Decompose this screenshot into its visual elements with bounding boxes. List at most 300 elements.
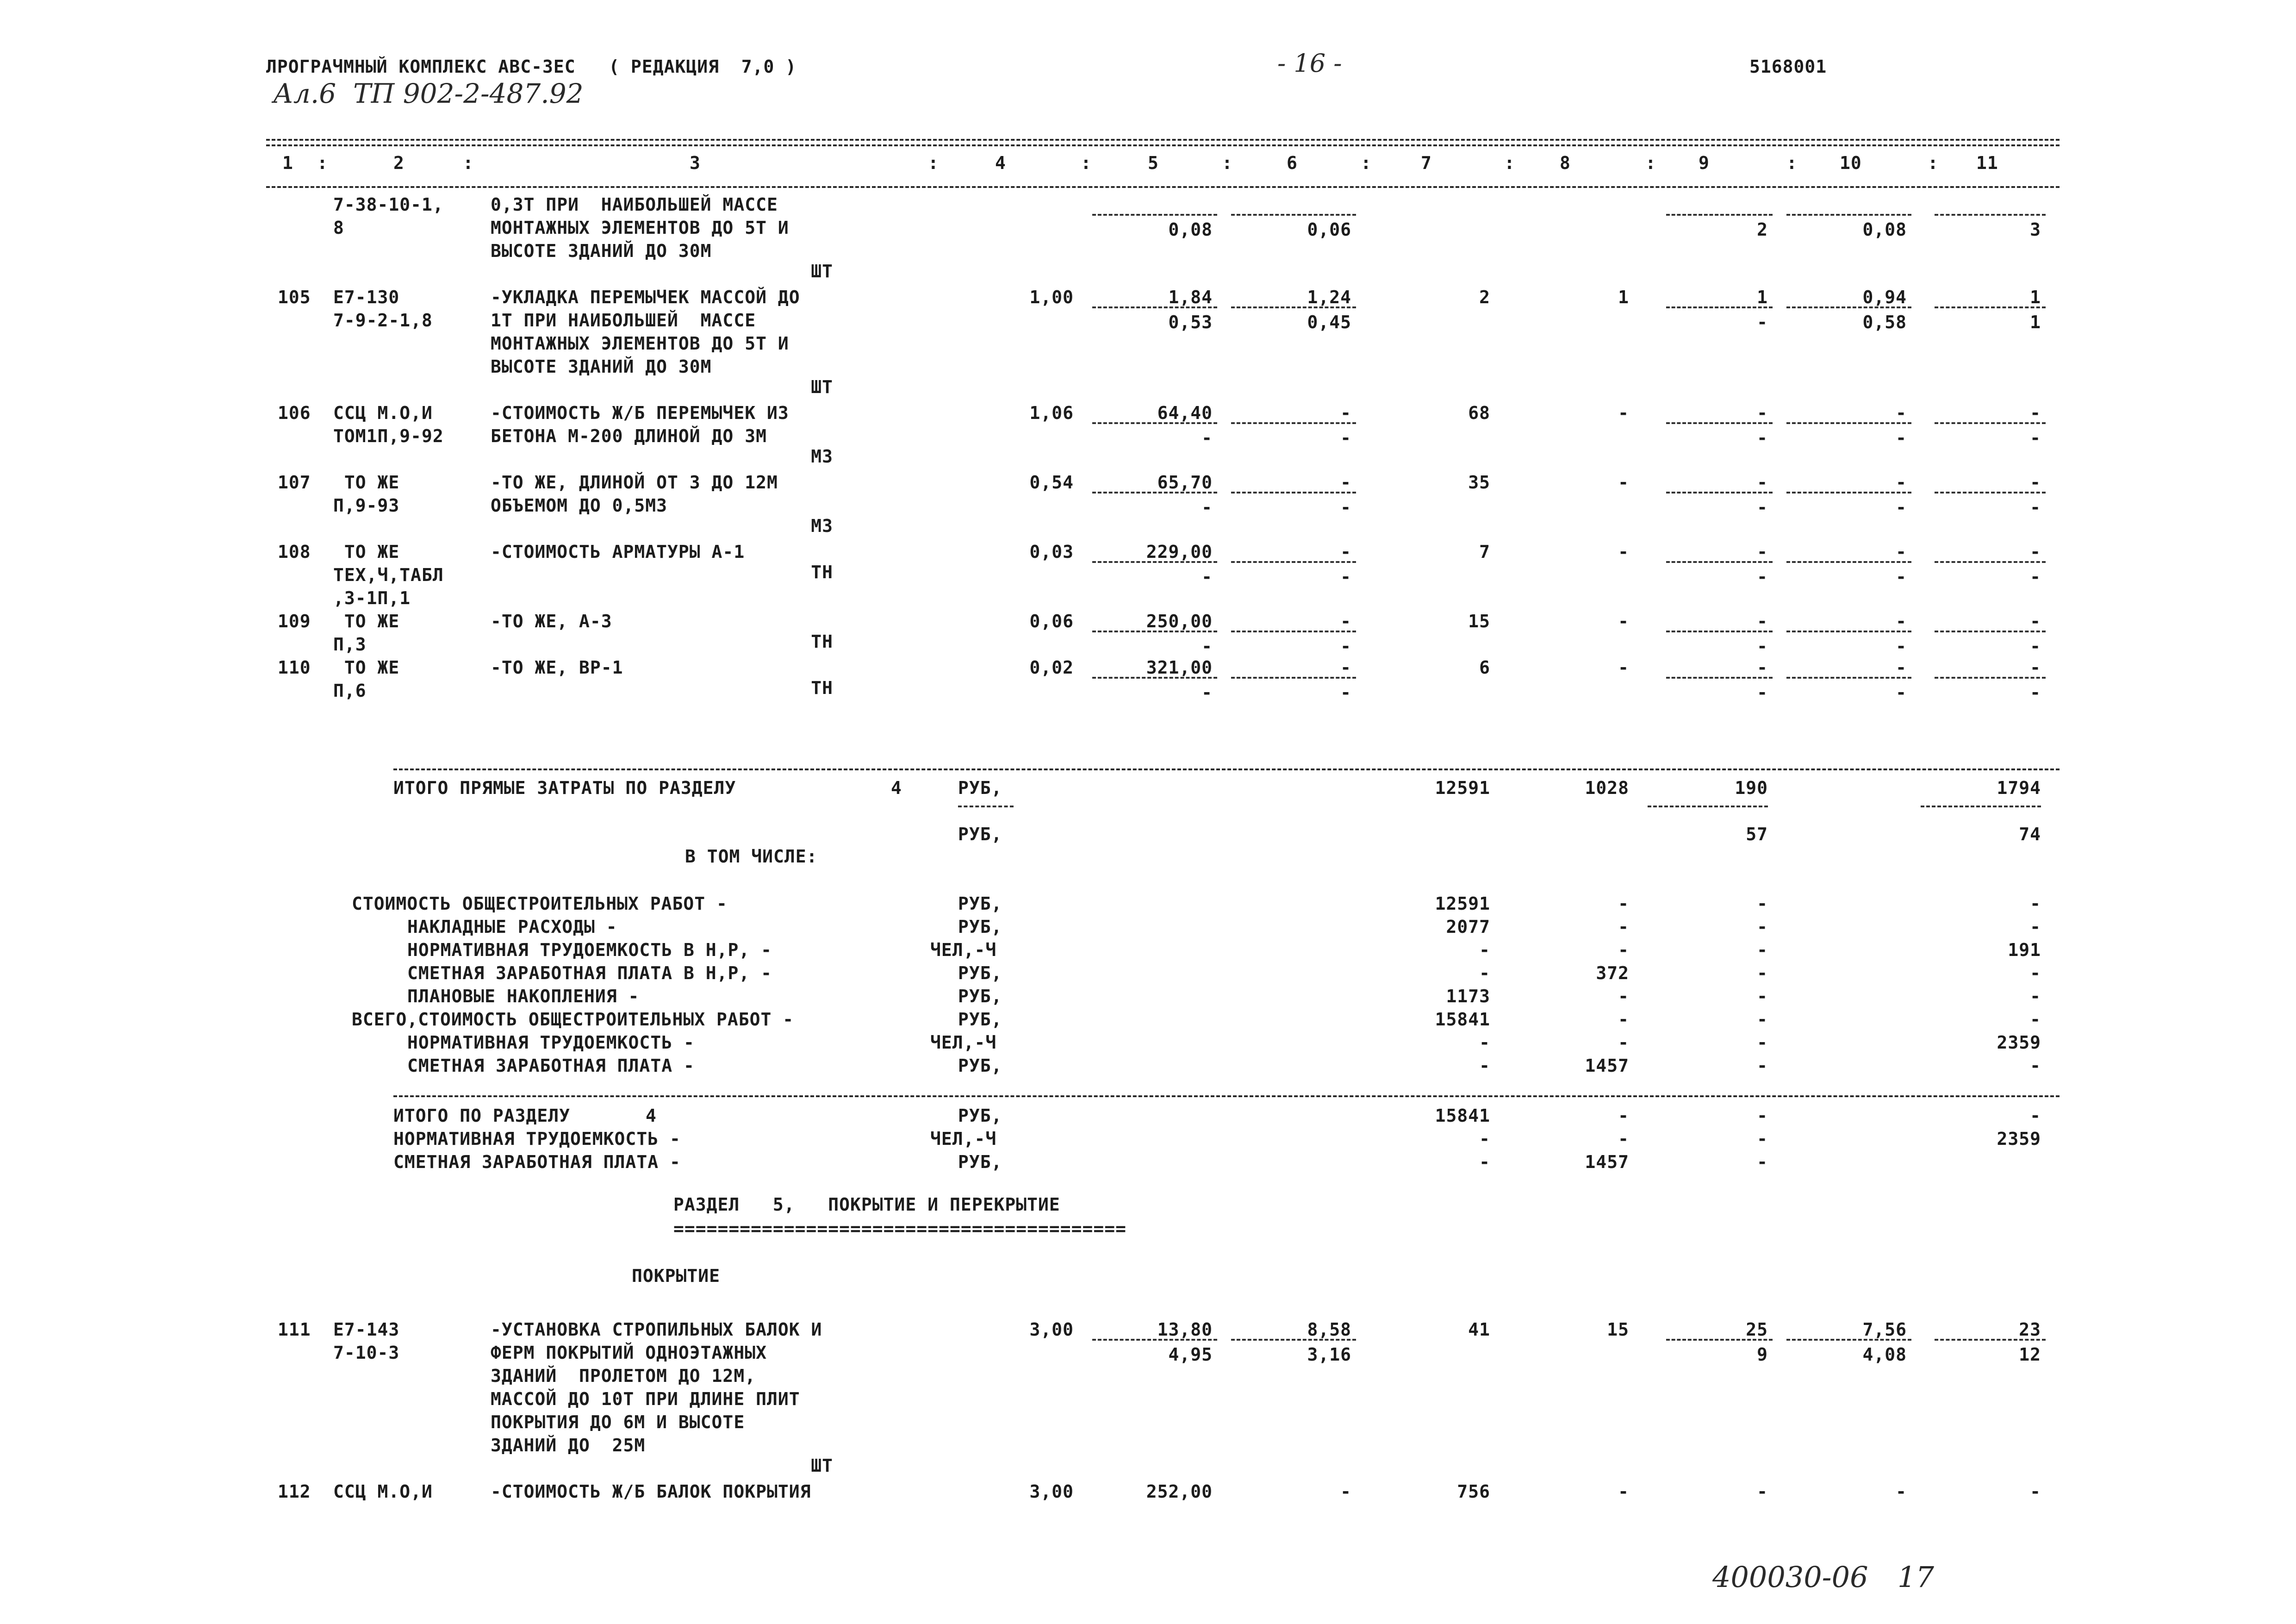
breakdown-c8: - — [1618, 986, 1629, 1006]
section-total-c9: - — [1757, 1129, 1768, 1149]
breakdown-label: НОРМАТИВНАЯ ТРУДОЕМКОСТЬ - — [407, 1032, 695, 1053]
row-value-c10a: - — [1896, 611, 1907, 631]
totals-direct-unit: РУБ, — [958, 778, 1002, 798]
table-top-rule — [266, 139, 2060, 141]
row-value-c5a: 1,84 — [1168, 287, 1213, 307]
row-value-c10a: - — [1896, 542, 1907, 562]
footer-handwritten-code: 400030-06 — [1712, 1560, 1868, 1594]
breakdown-c7: - — [1479, 963, 1490, 983]
breakdown-label: СМЕТНАЯ ЗАРАБОТНАЯ ПЛАТА В Н,Р, - — [407, 963, 772, 983]
breakdown-c11: - — [2030, 893, 2041, 914]
row-description: ВЫСОТЕ ЗДАНИЙ ДО 30М — [491, 356, 712, 377]
row-value-c8: - — [1618, 657, 1629, 678]
breakdown-c11: - — [2030, 917, 2041, 937]
breakdown-c11: - — [2030, 963, 2041, 983]
row-value-c6b: 0,06 — [1307, 219, 1351, 240]
row-value-c7: 2 — [1479, 287, 1490, 307]
breakdown-label: СТОИМОСТЬ ОБЩЕСТРОИТЕЛЬНЫХ РАБОТ - — [352, 893, 728, 914]
breakdown-c11: 2359 — [1997, 1032, 2041, 1053]
row-value-underline — [1935, 1339, 2046, 1341]
row-description: МОНТАЖНЫХ ЭЛЕМЕНТОВ ДО 5Т И — [491, 333, 789, 354]
row-value-underline — [1231, 1339, 1356, 1341]
column-header-4: 4 — [995, 153, 1006, 173]
row-value-c10a: - — [1896, 657, 1907, 678]
breakdown-c7: 15841 — [1435, 1009, 1490, 1030]
totals-direct-c9a: 190 — [1735, 778, 1768, 798]
row-value-c4: 3,00 — [1029, 1319, 1074, 1340]
column-separator: : — [1928, 153, 1939, 173]
row-value-c5b: 0,08 — [1168, 219, 1213, 240]
row-unit: ШТ — [811, 377, 833, 397]
row-value-c4: 3,00 — [1029, 1481, 1074, 1502]
row-value-c9a: - — [1757, 611, 1768, 631]
breakdown-c8: - — [1618, 940, 1629, 960]
row-value-c10b: - — [1896, 428, 1907, 448]
row-value-c6b: 3,16 — [1307, 1344, 1351, 1365]
breakdown-c9: - — [1757, 893, 1768, 914]
breakdown-c9: - — [1757, 940, 1768, 960]
row-value-c7: 68 — [1468, 403, 1490, 423]
row-value-c5b: 4,95 — [1168, 1344, 1213, 1365]
row-value-c10b: 4,08 — [1862, 1344, 1907, 1365]
c11-underline — [1921, 806, 2041, 807]
row-value-c9b: - — [1757, 567, 1768, 587]
row-value-underline — [1231, 677, 1356, 679]
row-value-c11b: 3 — [2030, 219, 2041, 240]
breakdown-label: СМЕТНАЯ ЗАРАБОТНАЯ ПЛАТА - — [407, 1056, 695, 1076]
breakdown-unit: РУБ, — [958, 986, 1002, 1006]
row-value-underline — [1666, 631, 1773, 632]
section-total-c9: - — [1757, 1152, 1768, 1172]
breakdown-c7: 12591 — [1435, 893, 1490, 914]
totals-direct-c11a: 1794 — [1997, 778, 2041, 798]
row-value-c9a: 1 — [1757, 287, 1768, 307]
row-unit: ШТ — [811, 261, 833, 281]
column-separator: : — [317, 153, 328, 173]
row-value-underline — [1666, 422, 1773, 424]
row-value-c8: - — [1618, 1481, 1629, 1502]
row-code: П,9-93 — [333, 495, 400, 516]
row-code: Е7-143 — [333, 1319, 400, 1340]
row-value-c11a: - — [2030, 403, 2041, 423]
row-value-c11a: 23 — [2019, 1319, 2041, 1340]
breakdown-c11: - — [2030, 1009, 2041, 1030]
row-value-underline — [1935, 492, 2046, 493]
row-value-c8: 1 — [1618, 287, 1629, 307]
row-value-underline — [1092, 631, 1217, 632]
row-value-c10a: - — [1896, 472, 1907, 493]
row-value-c5a: 229,00 — [1146, 542, 1213, 562]
row-value-c4: 0,02 — [1029, 657, 1074, 678]
row-value-c6a: - — [1340, 611, 1351, 631]
row-code: 7-9-2-1,8 — [333, 310, 433, 331]
row-value-c9a: - — [1757, 1481, 1768, 1502]
row-value-c10a: - — [1896, 403, 1907, 423]
row-value-underline — [1786, 306, 1911, 308]
row-value-underline — [1786, 631, 1911, 632]
breakdown-c9: - — [1757, 1009, 1768, 1030]
row-value-c5b: - — [1201, 428, 1213, 448]
row-description: ЗДАНИЙ ПРОЛЕТОМ ДО 12М, — [491, 1366, 756, 1386]
breakdown-c11: - — [2030, 1056, 2041, 1076]
breakdown-unit: РУБ, — [958, 963, 1002, 983]
row-value-c9b: - — [1757, 636, 1768, 656]
row-value-underline — [1092, 306, 1217, 308]
row-value-c4: 0,06 — [1029, 611, 1074, 631]
footer-handwritten-page: 17 — [1898, 1560, 1934, 1594]
row-value-c9a: - — [1757, 403, 1768, 423]
page-mark: - 16 - — [1277, 49, 1342, 78]
section-total-c11: 2359 — [1997, 1129, 2041, 1149]
breakdown-label: ВСЕГО,СТОИМОСТЬ ОБЩЕСТРОИТЕЛЬНЫХ РАБОТ - — [352, 1009, 794, 1030]
breakdown-c9: - — [1757, 963, 1768, 983]
breakdown-c7: - — [1479, 1032, 1490, 1053]
row-value-c7: 41 — [1468, 1319, 1490, 1340]
row-description: -ТО ЖЕ, А-3 — [491, 611, 612, 631]
row-description: ФЕРМ ПОКРЫТИЙ ОДНОЭТАЖНЫХ — [491, 1343, 767, 1363]
row-code: ТО ЖЕ — [333, 657, 400, 678]
row-value-c10a: 0,94 — [1862, 287, 1907, 307]
document-code: 5168001 — [1749, 56, 1827, 77]
row-value-underline — [1786, 561, 1911, 563]
row-value-underline — [1231, 492, 1356, 493]
row-unit: ТН — [811, 631, 833, 652]
breakdown-c8: - — [1618, 917, 1629, 937]
breakdown-unit: РУБ, — [958, 1009, 1002, 1030]
row-value-c11a: - — [2030, 542, 2041, 562]
row-description: ЗДАНИЙ ДО 25М — [491, 1435, 646, 1455]
row-description: ПОКРЫТИЯ ДО 6М И ВЫСОТЕ — [491, 1412, 745, 1432]
row-value-underline — [1666, 561, 1773, 563]
row-value-c9b: - — [1757, 497, 1768, 518]
row-value-c6b: - — [1340, 636, 1351, 656]
row-description: ОБЪЕМОМ ДО 0,5М3 — [491, 495, 668, 516]
row-code: 7-10-3 — [333, 1343, 400, 1363]
program-title: ЛРОГРАЧМНЫЙ КОМПЛЕКС АВС-ЗЕС ( РЕДАКЦИЯ 7,0 ) — [266, 56, 797, 77]
section5-subtitle: ПОКРЫТИЕ — [632, 1266, 721, 1286]
row-value-c5b: - — [1201, 636, 1213, 656]
column-header-11: 11 — [1976, 153, 1998, 173]
row-value-c4: 0,54 — [1029, 472, 1074, 493]
row-description: МАССОЙ ДО 10Т ПРИ ДЛИНЕ ПЛИТ — [491, 1389, 800, 1409]
breakdown-unit: ЧЕЛ,-Ч — [930, 1032, 997, 1053]
row-value-c6b: - — [1340, 428, 1351, 448]
row-value-c5a: 252,00 — [1146, 1481, 1213, 1502]
row-value-underline — [1935, 677, 2046, 679]
breakdown-c9: - — [1757, 986, 1768, 1006]
breakdown-c7: - — [1479, 940, 1490, 960]
row-value-c4: 0,03 — [1029, 542, 1074, 562]
totals-direct-label: ИТОГО ПРЯМЫЕ ЗАТРАТЫ ПО РАЗДЕЛУ — [393, 778, 736, 798]
section-total-section: 4 — [646, 1106, 657, 1126]
row-description: БЕТОНА М-200 ДЛИНОЙ ДО 3М — [491, 426, 767, 446]
row-value-underline — [1092, 492, 1217, 493]
row-value-c8: 15 — [1607, 1319, 1629, 1340]
row-unit: ТН — [811, 678, 833, 698]
row-value-c5a: 321,00 — [1146, 657, 1213, 678]
row-code: ССЦ М.О,И — [333, 403, 433, 423]
row-description: -ТО ЖЕ, ВР-1 — [491, 657, 623, 678]
row-value-c7: 15 — [1468, 611, 1490, 631]
row-value-c4: 1,00 — [1029, 287, 1074, 307]
row-value-c8: - — [1618, 611, 1629, 631]
column-separator: : — [1222, 153, 1233, 173]
row-value-c9b: - — [1757, 428, 1768, 448]
row-value-c10b: - — [1896, 636, 1907, 656]
column-separator: : — [1081, 153, 1092, 173]
row-value-underline — [1935, 214, 2046, 216]
row-value-underline — [1935, 631, 2046, 632]
row-value-underline — [1092, 214, 1217, 216]
section-total-c8: - — [1618, 1106, 1629, 1126]
row-value-c11b: 1 — [2030, 312, 2041, 332]
row-value-c5b: - — [1201, 567, 1213, 587]
row-description: -СТОИМОСТЬ АРМАТУРЫ А-1 — [491, 542, 745, 562]
row-value-c8: - — [1618, 472, 1629, 493]
section-total-c11: - — [2030, 1106, 2041, 1126]
section-total-unit: ЧЕЛ,-Ч — [930, 1129, 997, 1149]
totals-direct-unit-2: РУБ, — [958, 824, 1002, 844]
table-header-rule — [266, 186, 2060, 188]
row-value-underline — [1786, 422, 1911, 424]
row-code: П,6 — [333, 681, 367, 701]
breakdown-c7: 2077 — [1446, 917, 1490, 937]
breakdown-unit: РУБ, — [958, 917, 1002, 937]
breakdown-c8: 372 — [1596, 963, 1629, 983]
row-description: ВЫСОТЕ ЗДАНИЙ ДО 30М — [491, 241, 712, 261]
column-header-8: 8 — [1560, 153, 1571, 173]
breakdown-label: НОРМАТИВНАЯ ТРУДОЕМКОСТЬ В Н,Р, - — [407, 940, 772, 960]
row-value-underline — [1786, 214, 1911, 216]
row-value-c6a: - — [1340, 1481, 1351, 1502]
row-value-c5b: - — [1201, 497, 1213, 518]
breakdown-label: НАКЛАДНЫЕ РАСХОДЫ - — [407, 917, 617, 937]
row-value-c9b: 9 — [1757, 1344, 1768, 1365]
row-code: ,3-1П,1 — [333, 588, 411, 608]
column-separator: : — [1786, 153, 1798, 173]
row-value-underline — [1666, 214, 1773, 216]
row-description: -ТО ЖЕ, ДЛИНОЙ ОТ 3 ДО 12М — [491, 472, 778, 493]
row-value-c7: 6 — [1479, 657, 1490, 678]
section-total-c7: - — [1479, 1152, 1490, 1172]
row-value-underline — [1935, 561, 2046, 563]
row-value-c11b: - — [2030, 428, 2041, 448]
row-value-underline — [1092, 561, 1217, 563]
row-number: 108 — [278, 542, 311, 562]
row-code: ССЦ М.О,И — [333, 1481, 433, 1502]
breakdown-c8: - — [1618, 1009, 1629, 1030]
row-value-c9a: - — [1757, 472, 1768, 493]
breakdown-c8: - — [1618, 1032, 1629, 1053]
totals-direct-c8: 1028 — [1585, 778, 1629, 798]
row-value-c5a: 13,80 — [1157, 1319, 1213, 1340]
section5-title: РАЗДЕЛ 5, ПОКРЫТИЕ И ПЕРЕКРЫТИЕ — [673, 1194, 1060, 1215]
row-code: П,3 — [333, 634, 367, 655]
row-value-underline — [1666, 492, 1773, 493]
section5-underline: ========================================= — [673, 1218, 1126, 1239]
row-description: -УКЛАДКА ПЕРЕМЫЧЕК МАССОЙ ДО — [491, 287, 800, 307]
row-value-c7: 756 — [1457, 1481, 1490, 1502]
row-unit: ТН — [811, 562, 833, 582]
section-total-c9: - — [1757, 1106, 1768, 1126]
breakdown-c8: 1457 — [1585, 1056, 1629, 1076]
row-value-underline — [1092, 422, 1217, 424]
row-value-c10b: 0,58 — [1862, 312, 1907, 332]
row-description: -СТОИМОСТЬ Ж/Б ПЕРЕМЫЧЕК ИЗ — [491, 403, 789, 423]
row-value-c11a: - — [2030, 657, 2041, 678]
row-code: ТЕХ,Ч,ТАБЛ — [333, 565, 444, 585]
row-value-c10a: 7,56 — [1862, 1319, 1907, 1340]
table-top-rule-2 — [266, 144, 2060, 146]
row-value-underline — [1231, 306, 1356, 308]
row-code: ТО ЖЕ — [333, 611, 400, 631]
row-value-c9a: - — [1757, 657, 1768, 678]
row-value-c9a: 25 — [1746, 1319, 1768, 1340]
column-header-3: 3 — [690, 153, 701, 173]
row-code: 8 — [333, 218, 344, 238]
breakdown-unit: ЧЕЛ,-Ч — [930, 940, 997, 960]
row-value-c6b: - — [1340, 497, 1351, 518]
row-value-c9b: - — [1757, 682, 1768, 703]
row-value-c11a: - — [2030, 472, 2041, 493]
row-value-c9b: 2 — [1757, 219, 1768, 240]
row-value-c5a: 250,00 — [1146, 611, 1213, 631]
column-separator: : — [463, 153, 474, 173]
section-total-unit: РУБ, — [958, 1152, 1002, 1172]
row-value-underline — [1666, 306, 1773, 308]
row-value-c11b: - — [2030, 682, 2041, 703]
section-total-c7: 15841 — [1435, 1106, 1490, 1126]
row-value-c6a: - — [1340, 472, 1351, 493]
row-description: -УСТАНОВКА СТРОПИЛЬНЫХ БАЛОК И — [491, 1319, 822, 1340]
row-value-c8: - — [1618, 542, 1629, 562]
row-value-underline — [1231, 561, 1356, 563]
section-total-c8: - — [1618, 1129, 1629, 1149]
row-code: 7-38-10-1, — [333, 194, 444, 215]
breakdown-unit: РУБ, — [958, 1056, 1002, 1076]
handwritten-reference: Ал.6 ТП 902-2-487.92 — [273, 78, 584, 109]
row-number: 111 — [278, 1319, 311, 1340]
row-number: 105 — [278, 287, 311, 307]
breakdown-c11: - — [2030, 986, 2041, 1006]
breakdown-c8: - — [1618, 893, 1629, 914]
row-value-c6a: 8,58 — [1307, 1319, 1351, 1340]
row-value-c10b: - — [1896, 497, 1907, 518]
column-header-1: 1 — [282, 153, 293, 173]
row-code: Е7-130 — [333, 287, 400, 307]
row-value-c7: 7 — [1479, 542, 1490, 562]
section-total-c8: 1457 — [1585, 1152, 1629, 1172]
row-value-c5b: 0,53 — [1168, 312, 1213, 332]
row-value-underline — [1935, 422, 2046, 424]
row-value-c10a: - — [1896, 1481, 1907, 1502]
breakdown-c11: 191 — [2008, 940, 2041, 960]
breakdown-c7: - — [1479, 1056, 1490, 1076]
row-value-c5a: 65,70 — [1157, 472, 1213, 493]
row-value-c11b: - — [2030, 497, 2041, 518]
column-header-6: 6 — [1287, 153, 1298, 173]
column-separator: : — [928, 153, 939, 173]
row-number: 112 — [278, 1481, 311, 1502]
row-value-underline — [1231, 631, 1356, 632]
row-value-c6a: 1,24 — [1307, 287, 1351, 307]
row-value-underline — [1092, 677, 1217, 679]
column-header-7: 7 — [1421, 153, 1432, 173]
row-value-c6a: - — [1340, 542, 1351, 562]
row-number: 109 — [278, 611, 311, 631]
row-value-c10b: - — [1896, 567, 1907, 587]
row-code: ТОМ1П,9-92 — [333, 426, 444, 446]
totals-direct-c11b: 74 — [2019, 824, 2041, 844]
row-value-c6b: - — [1340, 567, 1351, 587]
including-label: В ТОМ ЧИСЛЕ: — [685, 846, 818, 867]
row-value-c10b: - — [1896, 682, 1907, 703]
row-unit: М3 — [811, 516, 833, 536]
row-code: ТО ЖЕ — [333, 542, 400, 562]
breakdown-c9: - — [1757, 917, 1768, 937]
row-description: 0,3Т ПРИ НАИБОЛЬШЕЙ МАССЕ — [491, 194, 778, 215]
row-value-c6a: - — [1340, 657, 1351, 678]
row-value-underline — [1935, 306, 2046, 308]
column-header-2: 2 — [393, 153, 404, 173]
row-value-underline — [1666, 1339, 1773, 1341]
unit-underline — [958, 806, 1014, 807]
row-value-c11a: - — [2030, 1481, 2041, 1502]
row-value-c11b: 12 — [2019, 1344, 2041, 1365]
row-value-underline — [1092, 1339, 1217, 1341]
row-value-c11b: - — [2030, 636, 2041, 656]
row-value-c10b: 0,08 — [1862, 219, 1907, 240]
breakdown-label: ПЛАНОВЫЕ НАКОПЛЕНИЯ - — [407, 986, 640, 1006]
row-number: 106 — [278, 403, 311, 423]
row-value-c5b: - — [1201, 682, 1213, 703]
breakdown-unit: РУБ, — [958, 893, 1002, 914]
column-separator: : — [1504, 153, 1515, 173]
row-unit: М3 — [811, 446, 833, 467]
section-total-label: НОРМАТИВНАЯ ТРУДОЕМКОСТЬ - — [393, 1129, 681, 1149]
row-value-c5a: 64,40 — [1157, 403, 1213, 423]
row-value-c9a: - — [1757, 542, 1768, 562]
totals-direct-c7: 12591 — [1435, 778, 1490, 798]
column-separator: : — [1645, 153, 1656, 173]
row-value-c6b: 0,45 — [1307, 312, 1351, 332]
row-description: 1Т ПРИ НАИБОЛЬШЕЙ МАССЕ — [491, 310, 756, 331]
section-total-rule — [393, 1095, 2060, 1097]
section-total-c7: - — [1479, 1129, 1490, 1149]
section-total-label: ИТОГО ПО РАЗДЕЛУ — [393, 1106, 571, 1126]
column-header-10: 10 — [1840, 153, 1862, 173]
column-separator: : — [1361, 153, 1372, 173]
section-total-label: СМЕТНАЯ ЗАРАБОТНАЯ ПЛАТА - — [393, 1152, 681, 1172]
column-header-9: 9 — [1699, 153, 1710, 173]
row-value-underline — [1231, 214, 1356, 216]
totals-rule — [393, 768, 2060, 770]
c9-underline — [1648, 806, 1768, 807]
row-value-c9b: - — [1757, 312, 1768, 332]
row-description: МОНТАЖНЫХ ЭЛЕМЕНТОВ ДО 5Т И — [491, 218, 789, 238]
row-value-c7: 35 — [1468, 472, 1490, 493]
row-value-c11a: 1 — [2030, 287, 2041, 307]
breakdown-c9: - — [1757, 1056, 1768, 1076]
row-value-c11b: - — [2030, 567, 2041, 587]
row-value-c4: 1,06 — [1029, 403, 1074, 423]
row-value-c11a: - — [2030, 611, 2041, 631]
row-number: 107 — [278, 472, 311, 493]
totals-direct-c9b: 57 — [1746, 824, 1768, 844]
row-value-underline — [1231, 422, 1356, 424]
row-unit: ШТ — [811, 1455, 833, 1476]
row-value-underline — [1786, 1339, 1911, 1341]
